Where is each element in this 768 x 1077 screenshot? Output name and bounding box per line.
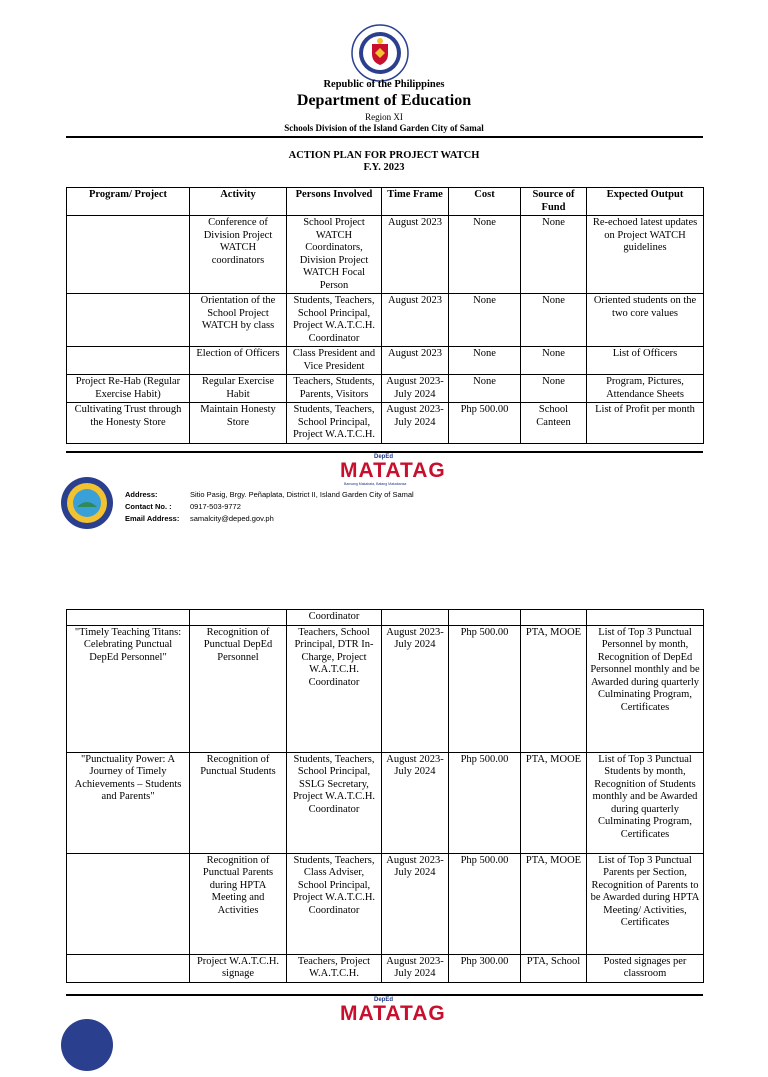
- matatag-tagline: Bansang Makabata, Batang Makabansa: [344, 482, 407, 486]
- header-source-of-fund: Source of Fund: [521, 188, 587, 216]
- cell-time-frame: August 2023-July 2024: [382, 752, 449, 853]
- action-plan-table-page2: [66, 609, 704, 983]
- cell-activity: Recognition of Punctual DepEd Personnel: [190, 625, 287, 752]
- cell-time-frame: August 2023: [382, 347, 449, 375]
- deped-seal-logo: [351, 24, 409, 82]
- division-seal-logo-page2: [60, 1018, 114, 1024]
- region-line: Region XI: [365, 112, 403, 122]
- republic-line: Republic of the Philippines: [323, 79, 445, 90]
- cell-program: Project Re-Hab (Regular Exercise Habit): [67, 375, 190, 403]
- address-label: Address:: [125, 490, 158, 499]
- action-plan-table-page1: [66, 187, 704, 444]
- division-line: Schools Division of the Island Garden City of Samal: [284, 123, 484, 133]
- cell-source-of-fund: PTA, School: [521, 954, 587, 982]
- table-row: [67, 216, 704, 294]
- cell-program: [67, 216, 190, 294]
- cell-cost: Php 300.00: [449, 954, 521, 982]
- header-expected-output: Expected Output: [587, 188, 704, 216]
- table-row: [67, 853, 704, 954]
- table-header-row: [67, 188, 704, 216]
- cell-persons-involved: Students, Teachers, School Principal, Project W.A.T.C.H.: [287, 403, 382, 444]
- plan-fiscal-year: F.Y. 2023: [363, 162, 405, 173]
- cell-cost: None: [449, 294, 521, 347]
- letterhead-divider: [66, 136, 703, 138]
- division-seal-logo: [60, 476, 114, 530]
- matatag-logo: [338, 454, 446, 486]
- cell-source-of-fund: [521, 610, 587, 626]
- cell-source-of-fund: None: [521, 216, 587, 294]
- header-persons: Persons Involved: [287, 188, 382, 216]
- email-value: samalcity@deped.gov.ph: [190, 514, 274, 523]
- cell-persons-involved: Class President and Vice President: [287, 347, 382, 375]
- cell-program: "Punctuality Power: A Journey of Timely Achievements – Students and Parents": [67, 752, 190, 853]
- cell-source-of-fund: None: [521, 347, 587, 375]
- cell-expected-output: List of Officers: [587, 347, 704, 375]
- cell-time-frame: August 2023-July 2024: [382, 625, 449, 752]
- cell-expected-output: Posted signages per classroom: [587, 954, 704, 982]
- cell-time-frame: [382, 610, 449, 626]
- cell-cost: None: [449, 347, 521, 375]
- cell-source-of-fund: PTA, MOOE: [521, 752, 587, 853]
- cell-source-of-fund: None: [521, 375, 587, 403]
- cell-persons-involved: Coordinator: [287, 610, 382, 626]
- table-row: [67, 752, 704, 853]
- cell-persons-involved: Students, Teachers, Class Adviser, School Principal, Project W.A.T.C.H. Coordinator: [287, 853, 382, 954]
- header-activity: Activity: [190, 188, 287, 216]
- cell-persons-involved: Teachers, Students, Parents, Visitors: [287, 375, 382, 403]
- cell-expected-output: Program, Pictures, Attendance Sheets: [587, 375, 704, 403]
- cell-cost: Php 500.00: [449, 853, 521, 954]
- matatag-deped-mark-page2: DepEd: [374, 997, 394, 1003]
- cell-persons-involved: Teachers, School Principal, DTR In-Charge, Project W.A.T.C.H. Coordinator: [287, 625, 382, 752]
- cell-time-frame: August 2023-July 2024: [382, 954, 449, 982]
- contact-label: Contact No. :: [125, 502, 172, 511]
- cell-persons-involved: School Project WATCH Coordinators, Division Project WATCH Focal Person: [287, 216, 382, 294]
- cell-activity: Project W.A.T.C.H. signage: [190, 954, 287, 982]
- cell-program: Cultivating Trust through the Honesty Store: [67, 403, 190, 444]
- matatag-logo-page2: [338, 997, 446, 1025]
- cell-time-frame: August 2023-July 2024: [382, 403, 449, 444]
- cell-time-frame: August 2023: [382, 216, 449, 294]
- cell-source-of-fund: PTA, MOOE: [521, 853, 587, 954]
- header-time-frame: Time Frame: [382, 188, 449, 216]
- header-program: Program/ Project: [67, 188, 190, 216]
- matatag-deped-mark: DepEd: [374, 454, 394, 460]
- plan-title: ACTION PLAN FOR PROJECT WATCH: [288, 150, 480, 161]
- cell-expected-output: List of Top 3 Punctual Students by month, Recognition of Students monthly and be Awarded during quarterly Culminating Program, Certificates: [587, 752, 704, 853]
- table-row: [67, 375, 704, 403]
- cell-program: "Timely Teaching Titans: Celebrating Punctual DepEd Personnel": [67, 625, 190, 752]
- cell-activity: Orientation of the School Project WATCH by class: [190, 294, 287, 347]
- table-row: [67, 403, 704, 444]
- cell-cost: Php 500.00: [449, 625, 521, 752]
- cell-expected-output: [587, 610, 704, 626]
- contact-value: 0917-503-9772: [190, 502, 241, 511]
- cell-activity: Recognition of Punctual Parents during HPTA Meeting and Activities: [190, 853, 287, 954]
- cell-cost: None: [449, 216, 521, 294]
- cell-time-frame: August 2023: [382, 294, 449, 347]
- cell-expected-output: List of Top 3 Punctual Personnel by month, Recognition of DepEd Personnel monthly and be Awarded during quarterly Culminating Program, Certificates: [587, 625, 704, 752]
- cell-cost: Php 500.00: [449, 403, 521, 444]
- cell-source-of-fund: None: [521, 294, 587, 347]
- table-row: [67, 954, 704, 982]
- table-row: [67, 347, 704, 375]
- cell-activity: [190, 610, 287, 626]
- cell-program: [67, 853, 190, 954]
- cell-expected-output: Oriented students on the two core values: [587, 294, 704, 347]
- cell-activity: Recognition of Punctual Students: [190, 752, 287, 853]
- department-name: Department of Education: [296, 92, 472, 109]
- cell-persons-involved: Students, Teachers, School Principal, Project W.A.T.C.H. Coordinator: [287, 294, 382, 347]
- cell-activity: Election of Officers: [190, 347, 287, 375]
- footer-divider-page2: [66, 994, 703, 996]
- cell-persons-involved: Students, Teachers, School Principal, SSLG Secretary, Project W.A.T.C.H. Coordinator: [287, 752, 382, 853]
- cell-program: [67, 294, 190, 347]
- cell-cost: [449, 610, 521, 626]
- table-row: [67, 294, 704, 347]
- cell-activity: Regular Exercise Habit: [190, 375, 287, 403]
- cell-program: [67, 347, 190, 375]
- cell-time-frame: August 2023-July 2024: [382, 375, 449, 403]
- cell-source-of-fund: School Canteen: [521, 403, 587, 444]
- matatag-wordmark: MATATAG: [340, 459, 446, 482]
- cell-program: [67, 610, 190, 626]
- header-cost: Cost: [449, 188, 521, 216]
- cell-expected-output: List of Top 3 Punctual Parents per Section, Recognition of Parents to be Awarded during HPTA Meeting/ Activities, Certificates: [587, 853, 704, 954]
- cell-time-frame: August 2023-July 2024: [382, 853, 449, 954]
- table-row: [67, 610, 704, 626]
- matatag-wordmark-page2: MATATAG: [340, 1002, 446, 1025]
- cell-cost: Php 500.00: [449, 752, 521, 853]
- cell-persons-involved: Teachers, Project W.A.T.C.H.: [287, 954, 382, 982]
- footer-divider: [66, 451, 703, 453]
- address-value: Sitio Pasig, Brgy. Peñaplata, District II, Island Garden City of Samal: [190, 490, 414, 499]
- cell-source-of-fund: PTA, MOOE: [521, 625, 587, 752]
- cell-activity: Conference of Division Project WATCH coordinators: [190, 216, 287, 294]
- cell-activity: Maintain Honesty Store: [190, 403, 287, 444]
- cell-cost: None: [449, 375, 521, 403]
- table-row: [67, 625, 704, 752]
- email-label: Email Address:: [125, 514, 180, 523]
- cell-program: [67, 954, 190, 982]
- cell-expected-output: Re-echoed latest updates on Project WATCH guidelines: [587, 216, 704, 294]
- cell-expected-output: List of Profit per month: [587, 403, 704, 444]
